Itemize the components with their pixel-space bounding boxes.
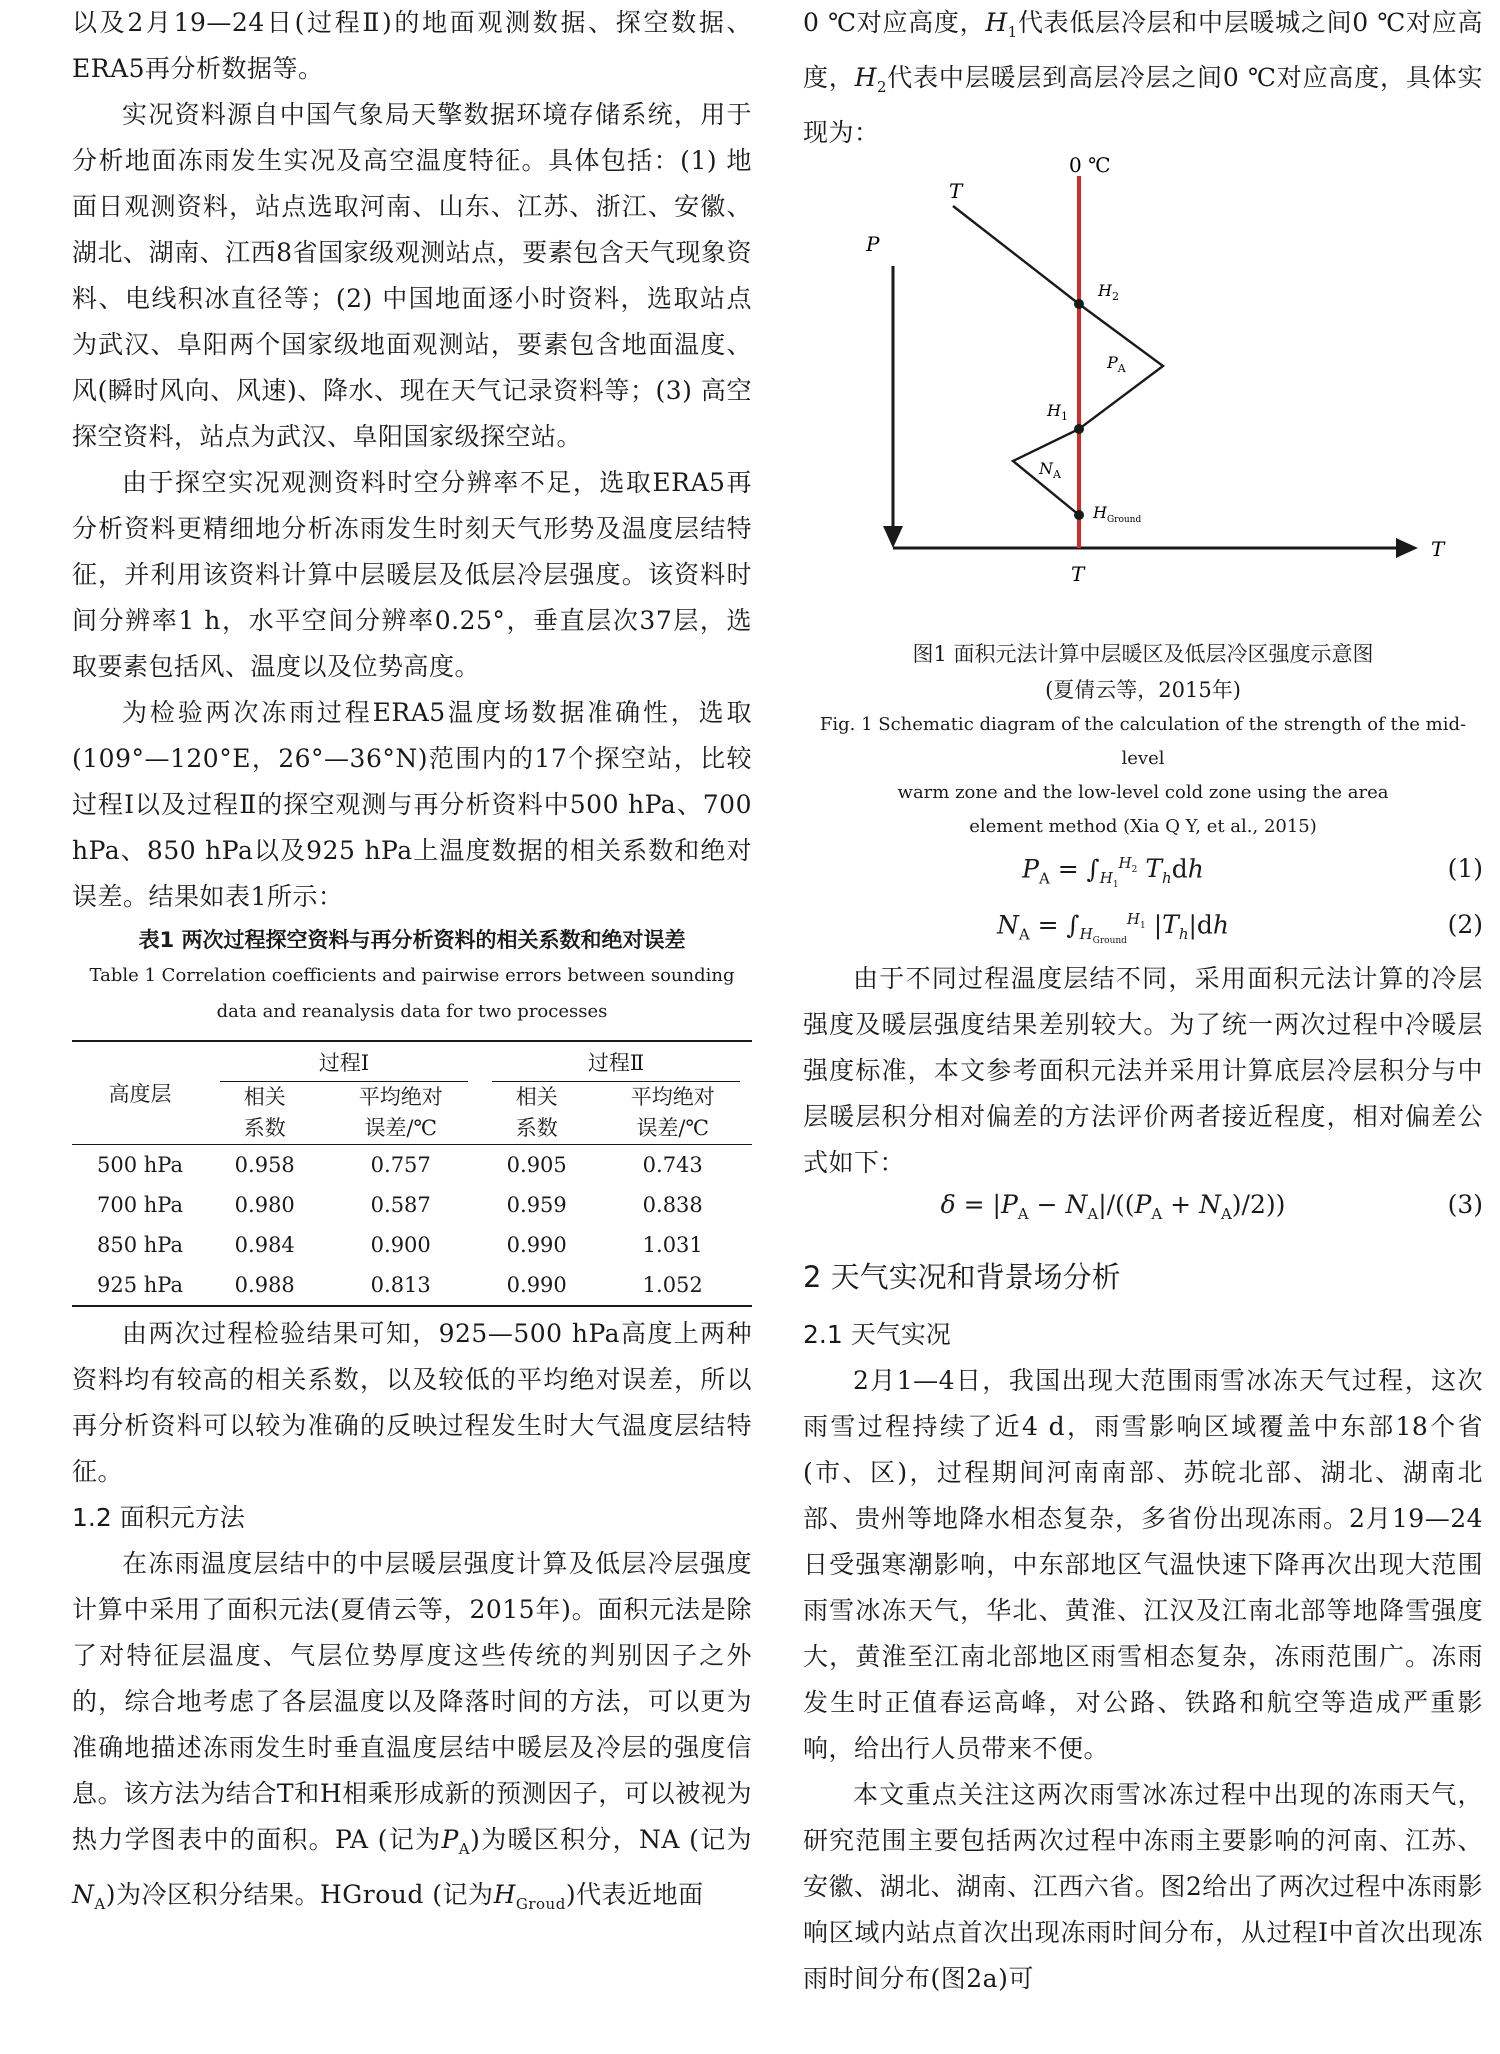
table-row [72, 1225, 752, 1265]
equation-1-body: $P_A = \int_{H_1}^{H_2}$ $T_hdh$ [1022, 854, 1204, 891]
figure-caption-en-2: warm zone and the low-level cold zone using the area [897, 782, 1389, 803]
h1-label: $H_1$ [1047, 401, 1068, 423]
table-cell-e2: 1.031 [642, 1233, 703, 1257]
figure-caption-zh-2: (夏倩云等，2015年) [1045, 678, 1241, 702]
zero-degree-label: 0 ℃ [1069, 156, 1111, 177]
table-cell-c1: 0.980 [234, 1193, 295, 1217]
p-axis-label: P [866, 232, 880, 256]
header-mae-2: 平均绝对 [630, 1085, 715, 1109]
pa-text: PA (记为 [334, 1825, 442, 1854]
header-corr-1: 相关 [243, 1085, 286, 1109]
table-cell-c2: 0.990 [480, 1265, 593, 1306]
header-process-1-label: 过程Ⅰ [318, 1051, 370, 1075]
table-cell-c2: 0.905 [506, 1153, 567, 1177]
paragraph-area-element-text: 在冻雨温度层结中的中层暖层强度计算及低层冷层强度计算中采用了面积元法(夏倩云等，2015年)。面积元法是除了对特征层温度、气层位势厚度这些传统的判别因子之外的，综合地考虑了各层温度以及降落时间的方法，可以更为准确地描述冻雨发生时垂直温度层结中暖层及冷层的强度信息。该方法为结合T和H相乘形成新的预测因子，可以被视为热力学图表中的面积。 [72, 1549, 752, 1854]
near-ground-text: )代表近地面 [565, 1880, 704, 1909]
header-corr-2b: 系数 [480, 1112, 593, 1145]
figure-caption-en-1: Fig. 1 Schematic diagram of the calculation of the strength of the mid-level [819, 714, 1467, 769]
equation-2-number: (2) [1447, 910, 1483, 939]
equation-1 [803, 844, 1483, 900]
equation-3-body: $\delta = |P_A - N_A|/((P_A + N_A)/2)$) [940, 1190, 1286, 1223]
h2-label: $H_2$ [1098, 281, 1119, 303]
table-cell-e1: 0.900 [370, 1233, 431, 1257]
paragraph-h-definitions: 0 ℃对应高度，$H_1$代表低层冷层和中层暖城之间0 ℃对应高度，$H_2$代表中层暖层到高层冷层之间0 ℃对应高度，具体实现为： [803, 8, 1483, 147]
equation-1-number: (1) [1447, 854, 1483, 883]
table-cell-c2: 0.959 [506, 1193, 567, 1217]
area-element-diagram [803, 156, 1483, 636]
table-cell-level: 500 hPa [97, 1153, 183, 1177]
equation-2-body: $N_A = \int_{H_{Ground}}^{H_1}$ $|T_h|dh$ [996, 910, 1230, 947]
table-cell-c1: 0.958 [234, 1153, 295, 1177]
t-axis-arrow-icon [1396, 538, 1418, 558]
na-text: )为暖区积分，NA (记为 [470, 1825, 752, 1854]
table-cell-level: 925 hPa [72, 1265, 208, 1306]
table-cell-e2: 1.052 [593, 1265, 752, 1306]
table-cell-e2: 0.838 [642, 1193, 703, 1217]
left-column [72, 0, 752, 1927]
header-height-level: 高度层 [72, 1041, 208, 1145]
pa-label: $P_A$ [1107, 353, 1126, 375]
table-title-en-1: Table 1 Correlation coefficients and pairwise errors between sounding [89, 965, 735, 986]
correlation-table [72, 1040, 752, 1307]
header-mae-2b: 误差/℃ [593, 1112, 752, 1145]
table-body [72, 1145, 752, 1307]
hground-label: $H_{Ground}$ [1093, 503, 1142, 525]
table-row [72, 1265, 752, 1306]
table-cell-e1: 0.757 [370, 1153, 431, 1177]
header-mae-1b: 误差/℃ [321, 1112, 480, 1145]
table-cell-e1: 0.587 [370, 1193, 431, 1217]
header-mae-1: 平均绝对 [358, 1085, 443, 1109]
paragraph-era5: 由于探空实况观测资料时空分辨率不足，选取ERA5再分析资料更精细地分析冻雨发生时刻天气形势及温度层结特征，并利用该资料计算中层暖层及低层冷层强度。该资料时间分辨率1 h，水平空间分辨率0.25°，垂直层次37层，选取要素包括风、温度以及位势高度。 [72, 468, 752, 681]
section-heading-2-1: 2.1 天气实况 [803, 1320, 951, 1349]
header-corr-1b: 系数 [208, 1112, 321, 1145]
table-cell-e1: 0.813 [321, 1265, 480, 1306]
hground-point [1074, 510, 1084, 520]
table-cell-c2: 0.990 [506, 1233, 567, 1257]
t-right-label: T [1431, 537, 1445, 561]
figure-1 [803, 156, 1483, 636]
equation-2 [803, 900, 1483, 956]
h1-point [1074, 424, 1084, 434]
h-def-2: 代表低层冷层和中层暖城之间0 ℃对应高度， [803, 8, 1483, 92]
table-title-zh: 表1 两次过程探空资料与再分析资料的相关系数和绝对误差 [138, 928, 686, 952]
hground-text: )为冷区积分结果。HGroud (记为 [105, 1880, 494, 1909]
header-process-2-label: 过程Ⅱ [587, 1051, 645, 1075]
table-cell-e2: 0.743 [642, 1153, 703, 1177]
paragraph-relative-deviation: 由于不同过程温度层结不同，采用面积元法计算的冷层强度及暖层强度结果差别较大。为了统一两次过程中冷暖层强度标准，本文参考面积元法并采用计算底层冷层积分与中层暖层积分相对偏差的方法评价两者接近程度，相对偏差公式如下： [803, 964, 1483, 1177]
h-def-1: 0 ℃对应高度， [803, 8, 986, 37]
paragraph-area-element: 在冻雨温度层结中的中层暖层强度计算及低层冷层强度计算中采用了面积元法(夏倩云等，2015年)。面积元法是除了对特征层温度、气层位势厚度这些传统的判别因子之外的，综合地考虑了各层温度以及降落时间的方法，可以更为准确地描述冻雨发生时垂直温度层结中暖层及冷层的强度信息。该方法为结合T和H相乘形成新的预测因子，可以被视为热力学图表中的面积。PA (记为$P_A$)为暖区积分，NA (记为$N_A$)为冷区积分结果。HGroud (记为$H_{Groud}$)代表近地面 [72, 1549, 752, 1913]
table-row [72, 1185, 752, 1225]
section-heading-1-2: 1.2 面积元方法 [72, 1503, 245, 1532]
paragraph-validation-result: 由两次过程检验结果可知，925—500 hPa高度上两种资料均有较高的相关系数，以及较低的平均绝对误差，所以再分析资料可以较为准确的反映过程发生时大气温度层结特征。 [72, 1319, 752, 1486]
t-top-label: T [949, 179, 963, 203]
figure-caption-zh-1: 图1 面积元法计算中层暖区及低层冷区强度示意图 [912, 642, 1374, 666]
paragraph-study-focus: 本文重点关注这两次雨雪冰冻过程中出现的冻雨天气，研究范围主要包括两次过程中冻雨主要影响的河南、江苏、安徽、湖北、湖南、江西六省。图2给出了两次过程中冻雨影响区域内站点首次出现冻雨时间分布，从过程Ⅰ中首次出现冻雨时间分布(图2a)可 [803, 1780, 1483, 1993]
table-title-en-2: data and reanalysis data for two processes [216, 1001, 608, 1022]
table-cell-level: 850 hPa [97, 1233, 183, 1257]
p-axis-arrow-icon [883, 526, 903, 548]
table-cell-c1: 0.984 [234, 1233, 295, 1257]
paragraph-weather-overview: 2月1—4日，我国出现大范围雨雪冰冻天气过程，这次雨雪过程持续了近4 d，雨雪影响区域覆盖中东部18个省(市、区)，过程期间河南南部、苏皖北部、湖北、湖南北部、贵州等地降水相态复杂，多省份出现冻雨。2月19—24日受强寒潮影响，中东部地区气温快速下降再次出现大范围雨雪冰冻天气，华北、黄淮、江汉及江南北部等地降雪强度大，黄淮至江南北部地区雨雪相态复杂，冻雨范围广。冻雨发生时正值春运高峰，对公路、铁路和航空等造成严重影响，给出行人员带来不便。 [803, 1366, 1483, 1763]
equation-3-number: (3) [1447, 1190, 1483, 1219]
section-heading-2: 2 天气实况和背景场分析 [803, 1260, 1121, 1294]
equation-3 [803, 1186, 1483, 1236]
figure-caption-en-3: element method (Xia Q Y, et al., 2015) [969, 816, 1317, 837]
t-bottom-label: T [1071, 562, 1085, 586]
right-column [803, 0, 1483, 2002]
paragraph-validation: 为检验两次冻雨过程ERA5温度场数据准确性，选取(109°—120°E，26°—36°N)范围内的17个探空站，比较过程Ⅰ以及过程Ⅱ的探空观测与再分析资料中500 hPa、700 hPa、850 hPa以及925 hPa上温度数据的相关系数和绝对误差。结果如表1所示： [72, 698, 752, 911]
header-corr-2: 相关 [515, 1085, 558, 1109]
paragraph-data-intro: 以及2月19—24日(过程Ⅱ)的地面观测数据、探空数据、ERA5再分析数据等。 [72, 8, 752, 83]
table-cell-level: 700 hPa [97, 1193, 183, 1217]
h-def-3: 代表中层暖层到高层冷层之间0 ℃对应高度，具体实现为： [803, 63, 1483, 147]
paragraph-data-source: 实况资料源自中国气象局天擎数据环境存储系统，用于分析地面冻雨发生实况及高空温度特征。具体包括：(1) 地面日观测资料，站点选取河南、山东、江苏、浙江、安徽、湖北、湖南、江西8省国家级观测站点，要素包含天气现象资料、电线积冰直径等；(2) 中国地面逐小时资料，选取站点为武汉、阜阳两个国家级地面观测站，要素包含地面温度、风(瞬时风向、风速)、降水、现在天气记录资料等；(3) 高空探空资料，站点为武汉、阜阳国家级探空站。 [72, 100, 752, 451]
h2-point [1074, 299, 1084, 309]
table-cell-c1: 0.988 [208, 1265, 321, 1306]
header-process-1 [208, 1041, 480, 1082]
header-process-2 [480, 1041, 752, 1082]
na-label: $N_A$ [1039, 459, 1061, 481]
table-row [72, 1145, 752, 1186]
